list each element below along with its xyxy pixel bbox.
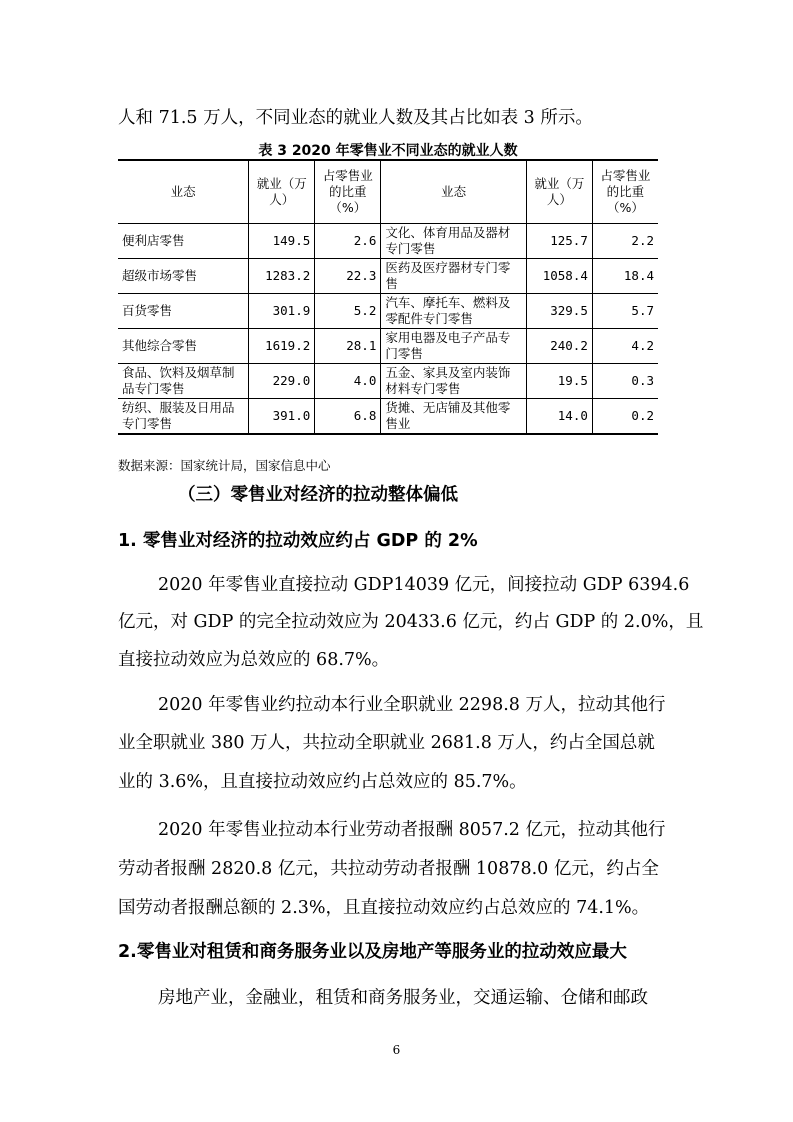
cell-share: 4.0 <box>315 364 381 399</box>
cell-employment: 391.0 <box>249 399 315 435</box>
header-employment-right: 就业（万人） <box>526 160 592 224</box>
cell-format: 五金、家具及室内装饰材料专门零售 <box>381 364 526 399</box>
paragraph-line: 业的 3.6%，且直接拉动效应约占总效应的 85.7%。 <box>118 772 527 792</box>
paragraph-line: 2020 年零售业约拉动本行业全职就业 2298.8 万人，拉动其他行 <box>158 695 666 715</box>
paragraph-line: 劳动者报酬 2820.8 亿元，共拉动劳动者报酬 10878.0 亿元，约占全 <box>118 859 659 879</box>
cell-share: 6.8 <box>315 399 381 435</box>
subheading-2: 2.零售业对租赁和商务服务业以及房地产等服务业的拉动效应最大 <box>118 942 627 962</box>
cell-share: 2.2 <box>592 224 658 259</box>
paragraph-line: 国劳动者报酬总额的 2.3%，且直接拉动效应约占总效应的 74.1%。 <box>118 898 650 918</box>
table-row <box>118 399 658 435</box>
cell-format: 百货零售 <box>118 294 249 329</box>
cell-share: 28.1 <box>315 329 381 364</box>
cell-share: 5.2 <box>315 294 381 329</box>
cell-format: 家用电器及电子产品专门零售 <box>381 329 526 364</box>
table-header-row <box>118 160 658 224</box>
table-row <box>118 224 658 259</box>
table-caption: 表 3 2020 年零售业不同业态的就业人数 <box>258 143 518 159</box>
section-heading: （三）零售业对经济的拉动整体偏低 <box>178 485 458 505</box>
cell-employment: 125.7 <box>526 224 592 259</box>
table-row <box>118 329 658 364</box>
cell-employment: 1058.4 <box>526 259 592 294</box>
paragraph-line: 亿元，对 GDP 的完全拉动效应为 20433.6 亿元，约占 GDP 的 2.0%，且 <box>118 612 704 632</box>
page-number: 6 <box>392 1043 401 1057</box>
paragraph-line: 2020 年零售业直接拉动 GDP14039 亿元，间接拉动 GDP 6394.6 <box>158 575 690 595</box>
header-format-left: 业态 <box>118 160 249 224</box>
table-row <box>118 259 658 294</box>
cell-employment: 301.9 <box>249 294 315 329</box>
cell-employment: 149.5 <box>249 224 315 259</box>
cell-format: 便利店零售 <box>118 224 249 259</box>
header-employment-left: 就业（万人） <box>249 160 315 224</box>
cell-format: 医药及医疗器材专门零售 <box>381 259 526 294</box>
paragraph-line: 房地产业，金融业，租赁和商务服务业，交通运输、仓储和邮政 <box>158 988 648 1008</box>
cell-share: 0.2 <box>592 399 658 435</box>
paragraph-line: 直接拉动效应为总效应的 68.7%。 <box>118 650 390 670</box>
table-row <box>118 294 658 329</box>
cell-share: 0.3 <box>592 364 658 399</box>
cell-format: 汽车、摩托车、燃料及零配件专门零售 <box>381 294 526 329</box>
header-share-right: 占零售业的比重（%） <box>592 160 658 224</box>
cell-format: 其他综合零售 <box>118 329 249 364</box>
cell-share: 4.2 <box>592 329 658 364</box>
intro-line: 人和 71.5 万人，不同业态的就业人数及其占比如表 3 所示。 <box>118 108 593 128</box>
cell-employment: 19.5 <box>526 364 592 399</box>
subheading-1: 1. 零售业对经济的拉动效应约占 GDP 的 2% <box>118 531 478 551</box>
cell-employment: 14.0 <box>526 399 592 435</box>
cell-share: 5.7 <box>592 294 658 329</box>
cell-employment: 1619.2 <box>249 329 315 364</box>
cell-employment: 1283.2 <box>249 259 315 294</box>
cell-format: 超级市场零售 <box>118 259 249 294</box>
table-row <box>118 364 658 399</box>
cell-format: 食品、饮料及烟草制品专门零售 <box>118 364 249 399</box>
cell-format: 货摊、无店铺及其他零售业 <box>381 399 526 435</box>
cell-format: 纺织、服装及日用品专门零售 <box>118 399 249 435</box>
paragraph-line: 2020 年零售业拉动本行业劳动者报酬 8057.2 亿元，拉动其他行 <box>158 820 666 840</box>
cell-employment: 229.0 <box>249 364 315 399</box>
employment-table <box>118 159 658 435</box>
cell-share: 18.4 <box>592 259 658 294</box>
cell-employment: 329.5 <box>526 294 592 329</box>
cell-employment: 240.2 <box>526 329 592 364</box>
cell-share: 2.6 <box>315 224 381 259</box>
header-share-left: 占零售业的比重（%） <box>315 160 381 224</box>
cell-share: 22.3 <box>315 259 381 294</box>
paragraph-line: 业全职就业 380 万人，共拉动全职就业 2681.8 万人，约占全国总就 <box>118 733 655 753</box>
header-format-right: 业态 <box>381 160 526 224</box>
table-source-note: 数据来源：国家统计局，国家信息中心 <box>118 458 331 473</box>
cell-format: 文化、体育用品及器材专门零售 <box>381 224 526 259</box>
